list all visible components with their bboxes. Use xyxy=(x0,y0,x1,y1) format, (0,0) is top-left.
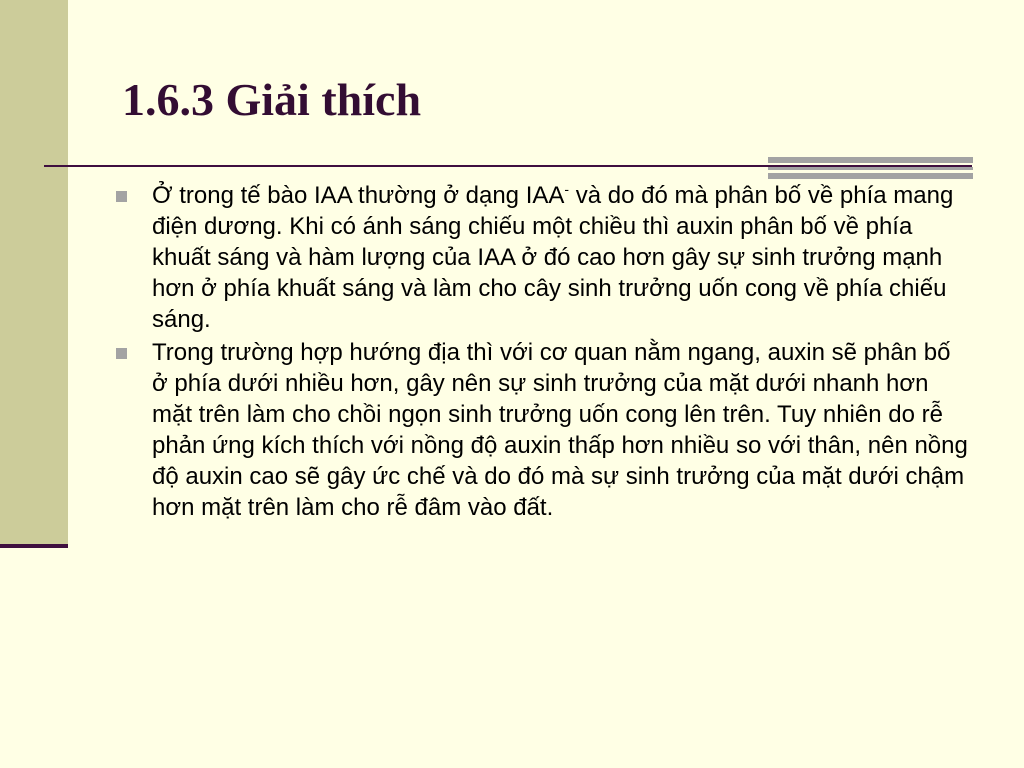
bullet-text-1-part-2: và do đó mà phân bố về phía mang điện dương. Khi có ánh sáng chiếu một chiều thì auxin phân bố về phía khuất sáng và hàm lượng của IAA ở đó cao hơn gây sự sinh trưởng mạnh hơn ở phía khuất sáng và làm cho cây sinh trưởng uốn cong về phía chiếu sáng. xyxy=(152,182,954,333)
left-decorative-band xyxy=(0,0,68,545)
bullet-text-2: Trong trường hợp hướng địa thì với cơ quan nằm ngang, auxin sẽ phân bố ở phía dưới nhiều hơn, gây nên sự sinh trưởng của mặt dưới nhanh hơn mặt trên làm cho chồi ngọn sinh trưởng uốn cong lên trên. Tuy nhiên do rễ phản ứng kích thích với nồng độ auxin thấp hơn nhiều so với thân, nên nồng độ auxin cao sẽ gây ức chế và do đó mà sự sinh trưởng của mặt dưới chậm hơn mặt trên làm cho rễ đâm vào đất. xyxy=(152,339,968,521)
bullet-text-1 xyxy=(152,180,972,335)
left-band-underline xyxy=(0,544,68,548)
bullet-item-1 xyxy=(112,180,972,335)
accent-stripe xyxy=(768,167,973,170)
bullet-text-1-part-1: Ở trong tế bào IAA thường ở dạng IAA xyxy=(152,182,565,209)
slide-title: 1.6.3 Giải thích xyxy=(122,74,422,125)
accent-stripe xyxy=(768,173,973,179)
bullet-list xyxy=(112,180,972,525)
bullet-item-2 xyxy=(112,337,972,523)
accent-stripe-bar xyxy=(768,157,973,180)
square-bullet-icon xyxy=(116,348,127,359)
square-bullet-icon xyxy=(116,191,127,202)
superscript-minus: - xyxy=(564,181,570,197)
accent-stripe xyxy=(768,157,973,163)
